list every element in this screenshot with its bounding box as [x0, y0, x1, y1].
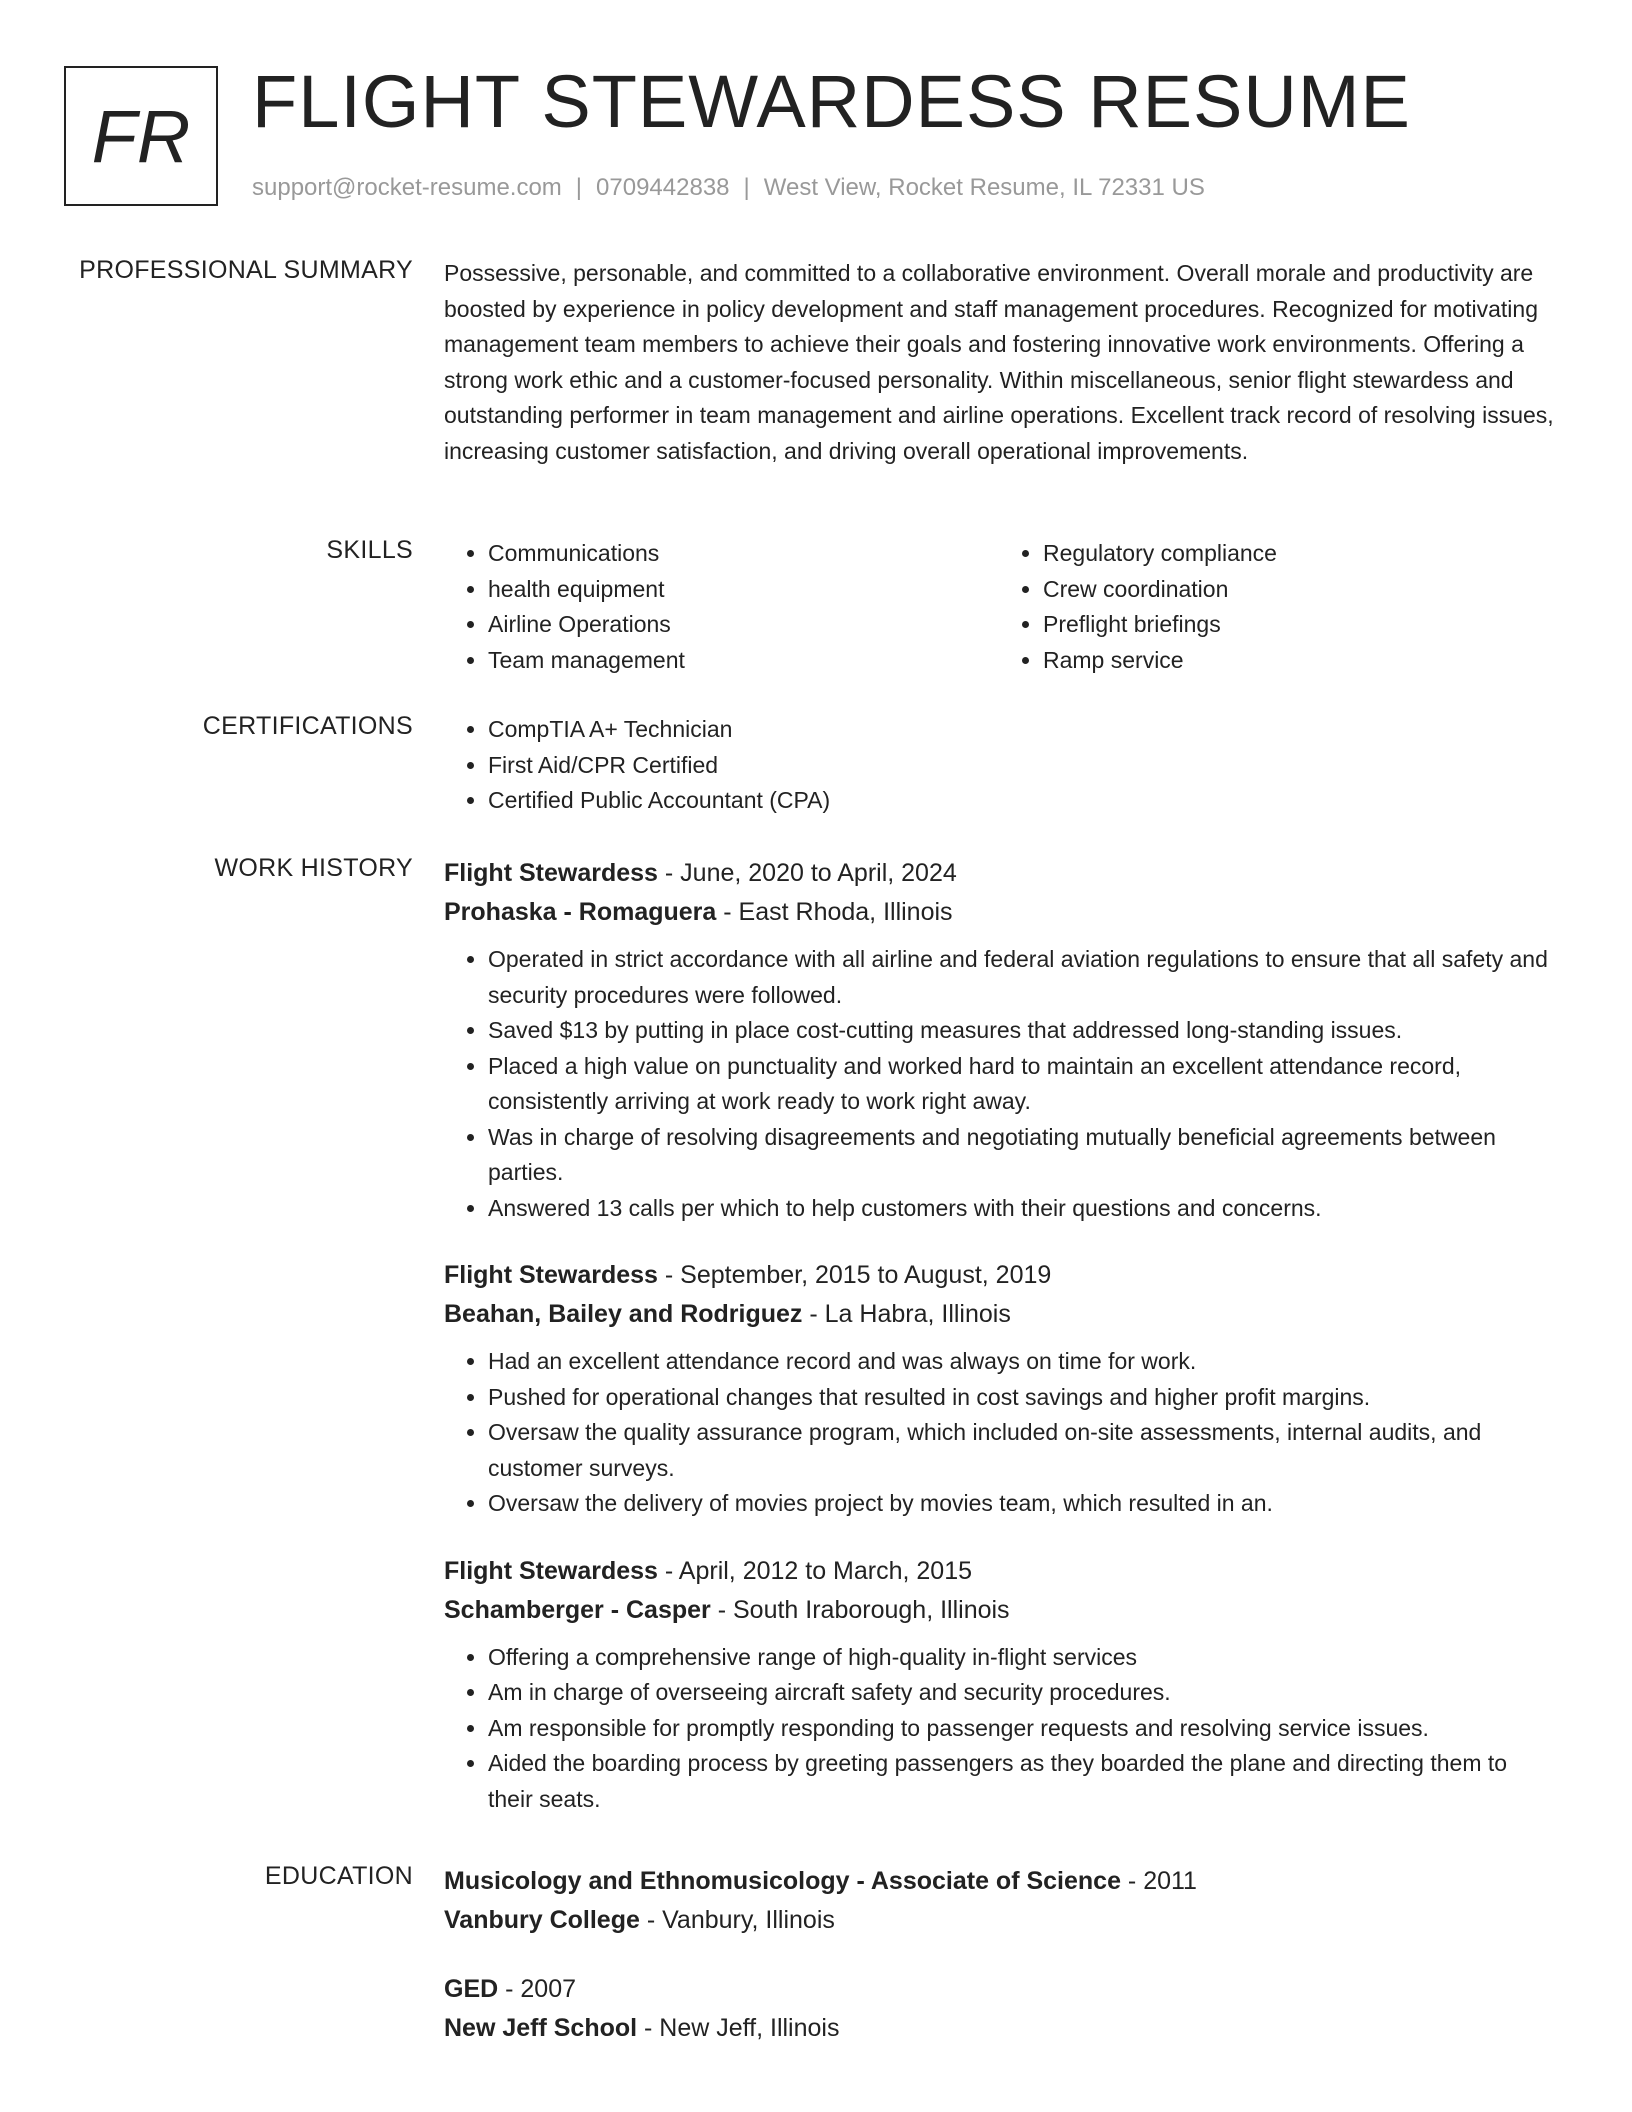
education-year: - 2007	[498, 1975, 577, 2003]
job-bullets	[444, 942, 1554, 1226]
job-title: Flight Stewardess	[444, 859, 658, 887]
education-body	[444, 1862, 1554, 2078]
job-location: - La Habra, Illinois	[802, 1300, 1011, 1328]
job-company-line	[444, 1591, 1554, 1630]
education-school: New Jeff School	[444, 2014, 638, 2042]
education-location: - New Jeff, Illinois	[637, 2014, 840, 2042]
contact-separator: |	[575, 174, 583, 201]
job-entry	[444, 1552, 1554, 1818]
job-entry	[444, 1256, 1554, 1522]
education-location: - Vanbury, Illinois	[639, 1906, 835, 1934]
job-title-line	[444, 1552, 1554, 1591]
job-title: Flight Stewardess	[444, 1261, 658, 1289]
job-company: Prohaska - Romaguera	[444, 898, 717, 926]
job-dates: - April, 2012 to March, 2015	[657, 1556, 973, 1585]
contact-separator: |	[743, 174, 750, 201]
job-bullet: • Was in charge of resolving disagreements and negotiating mutually beneficial agreements between parties.	[488, 1120, 1554, 1191]
skill-item: • Team management	[488, 643, 999, 679]
contact-address: West View, Rocket Resume, IL 72331 US	[763, 174, 1205, 201]
certifications-body	[444, 712, 1554, 819]
job-location: - South Iraborough, Illinois	[710, 1595, 1010, 1624]
contact-phone: 0709442838	[596, 174, 730, 201]
certifications-list	[444, 712, 1554, 819]
job-company-line	[444, 1295, 1554, 1334]
job-location: - East Rhoda, Illinois	[716, 898, 953, 926]
job-bullet: • Operated in strict accordance with all airline and federal aviation regulations to ensure that all safety and security procedures were followed.	[488, 942, 1554, 1013]
education-degree: GED	[444, 1975, 499, 2003]
skill-item: • Communications	[488, 536, 999, 572]
job-title-line	[444, 854, 1554, 893]
job-bullet: • Offering a comprehensive range of high-quality in-flight services	[488, 1640, 1554, 1676]
job-bullet: • Placed a high value on punctuality and worked hard to maintain an excellent attendance record, consistently arriving at work ready to work right away.	[488, 1049, 1554, 1120]
education-school-line	[444, 2009, 1554, 2048]
skills-columns	[444, 536, 1554, 678]
contact-email: support@rocket-resume.com	[252, 174, 562, 201]
skills-list-right	[999, 536, 1554, 678]
education-degree-line	[444, 1862, 1554, 1901]
job-bullet: • Pushed for operational changes that resulted in cost savings and higher profit margins.	[488, 1380, 1554, 1416]
section-label-education: EDUCATION	[264, 1862, 413, 1890]
skill-item: • Preflight briefings	[1043, 607, 1554, 643]
summary-text: Possessive, personable, and committed to a collaborative environment. Overall morale and productivity are boosted by experience in policy development and staff management procedures. Recognized for motivating management team members to achieve their goals and fostering innovative work environments. Offering a strong work ethic and a customer-focused personality. Within miscellaneous, senior flight stewardess and outstanding performer in team management and airline operations. Excellent track record of resolving issues, increasing customer satisfaction, and driving overall operational improvements.	[444, 260, 1554, 464]
skill-item: • Airline Operations	[488, 607, 999, 643]
job-entry	[444, 854, 1554, 1226]
section-label-skills: SKILLS	[326, 536, 413, 564]
skills-body	[444, 536, 1554, 678]
summary-body	[444, 256, 1554, 469]
skill-item: • Crew coordination	[1043, 572, 1554, 608]
section-label-work-history: WORK HISTORY	[214, 854, 413, 882]
education-entry	[444, 1970, 1554, 2048]
contact-line	[252, 174, 1205, 202]
resume-title: FLIGHT STEWARDESS RESUME	[252, 60, 1411, 143]
job-bullets	[444, 1640, 1554, 1818]
job-bullet: • Oversaw the quality assurance program, which included on-site assessments, internal audits, and customer surveys.	[488, 1415, 1554, 1486]
job-bullet: • Am in charge of overseeing aircraft safety and security procedures.	[488, 1675, 1554, 1711]
certification-item: • Certified Public Accountant (CPA)	[488, 783, 1554, 819]
job-bullet: • Am responsible for promptly responding to passenger requests and resolving service issues.	[488, 1711, 1554, 1747]
skill-item: • health equipment	[488, 572, 999, 608]
certification-item: • CompTIA A+ Technician	[488, 712, 1554, 748]
job-company: Schamberger - Casper	[444, 1595, 711, 1624]
education-degree-line	[444, 1970, 1554, 2009]
job-title-line	[444, 1256, 1554, 1295]
job-bullet: • Had an excellent attendance record and was always on time for work.	[488, 1344, 1554, 1380]
skill-item: • Ramp service	[1043, 643, 1554, 679]
resume-header	[64, 60, 1564, 214]
job-bullet: • Answered 13 calls per which to help customers with their questions and concerns.	[488, 1191, 1554, 1227]
job-company: Beahan, Bailey and Rodriguez	[444, 1300, 803, 1328]
job-title: Flight Stewardess	[444, 1556, 658, 1585]
education-entry	[444, 1862, 1554, 1940]
education-school-line	[444, 1901, 1554, 1940]
job-dates: - June, 2020 to April, 2024	[657, 859, 957, 887]
job-company-line	[444, 893, 1554, 932]
work-history-body	[444, 854, 1554, 1847]
certification-item: • First Aid/CPR Certified	[488, 748, 1554, 784]
job-bullet: • Oversaw the delivery of movies project by movies team, which resulted in an.	[488, 1486, 1554, 1522]
education-year: - 2011	[1120, 1867, 1197, 1895]
job-bullets	[444, 1344, 1554, 1522]
section-label-certifications: CERTIFICATIONS	[202, 712, 413, 740]
job-dates: - September, 2015 to August, 2019	[657, 1261, 1052, 1289]
skills-list-left	[444, 536, 999, 678]
job-bullet: • Saved $13 by putting in place cost-cutting measures that addressed long-standing issues.	[488, 1013, 1554, 1049]
monogram-box: FR	[64, 66, 218, 206]
skill-item: • Regulatory compliance	[1043, 536, 1554, 572]
job-bullet: • Aided the boarding process by greeting passengers as they boarded the plane and directing them to their seats.	[488, 1746, 1554, 1817]
education-school: Vanbury College	[444, 1906, 640, 1934]
education-degree: Musicology and Ethnomusicology - Associate of Science	[444, 1867, 1121, 1895]
section-label-summary: PROFESSIONAL SUMMARY	[79, 256, 413, 284]
